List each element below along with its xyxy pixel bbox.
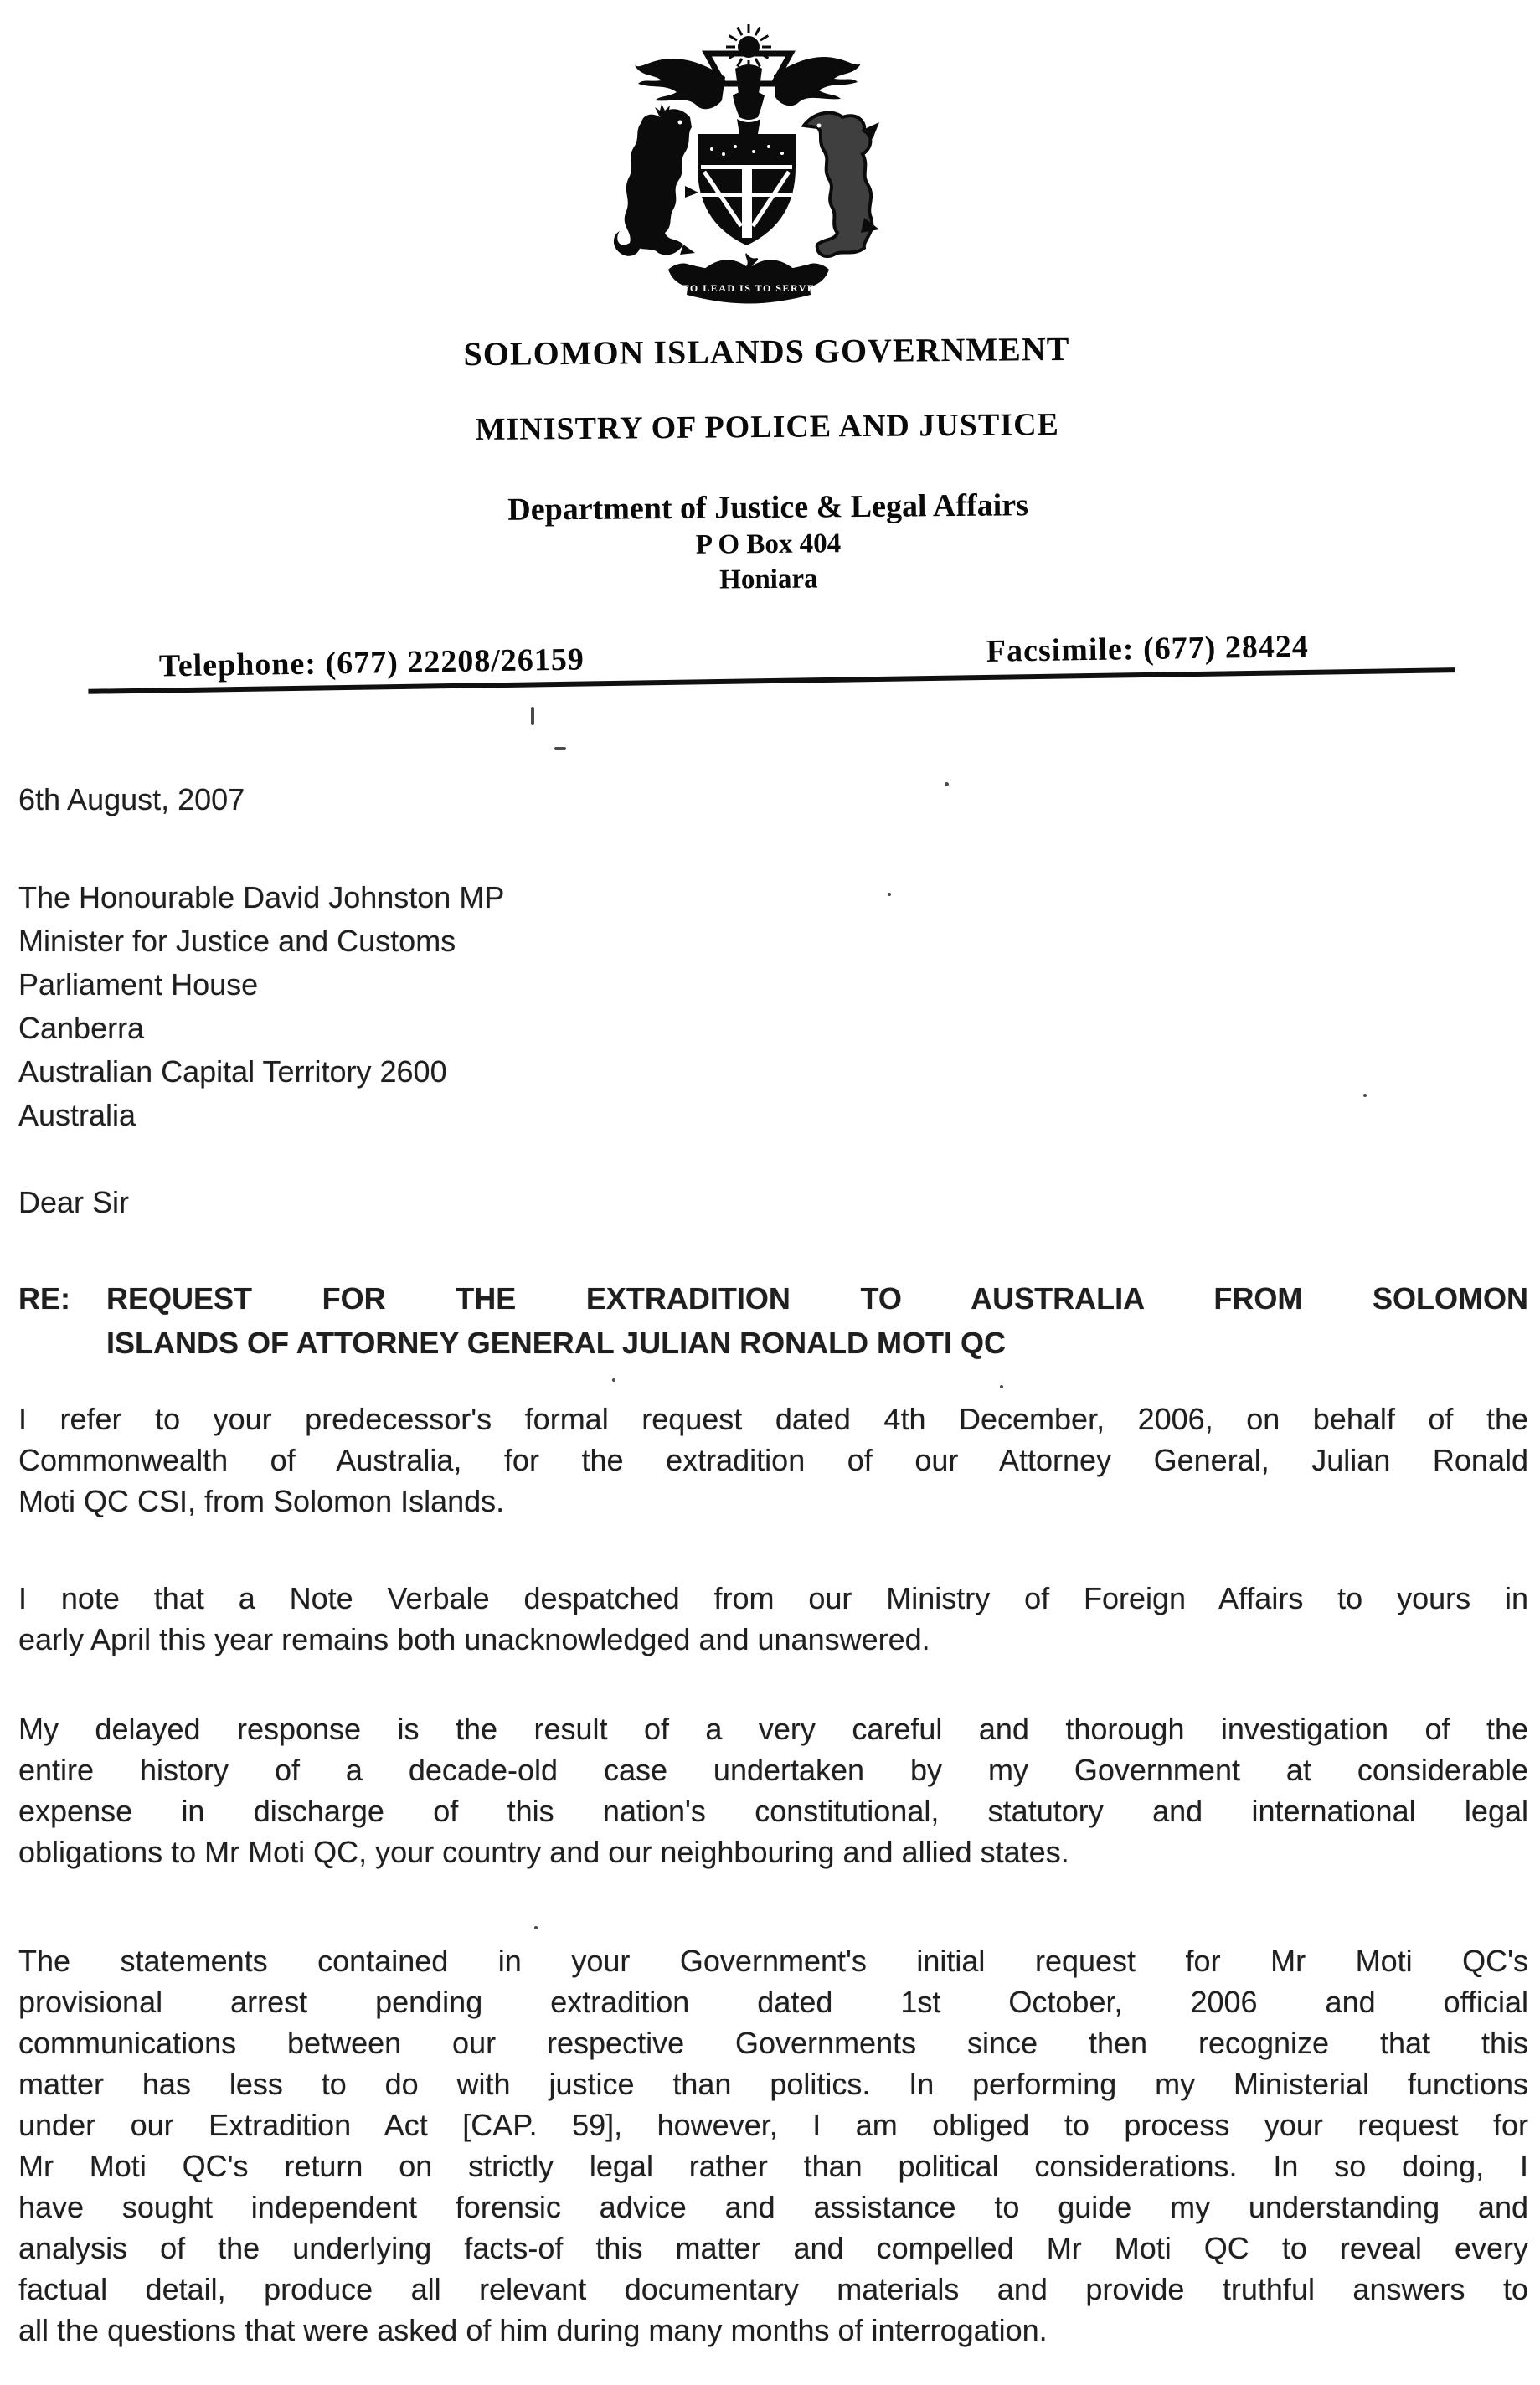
subject-lines	[106, 1276, 1528, 1365]
text-line: Moti QC CSI, from Solomon Islands.	[18, 1484, 505, 1518]
scan-artifact	[612, 1378, 615, 1382]
scan-artifact	[888, 893, 891, 896]
text-line: Mr Moti QC's return on strictly legal rather than political considerations. In so doing, I	[18, 2149, 1528, 2183]
subject-label: RE:	[18, 1281, 70, 1316]
text-line: My delayed response is the result of a very careful and thorough investigation of the	[18, 1712, 1528, 1746]
text-line: I refer to your predecessor's formal request dated 4th December, 2006, on behalf of the	[18, 1402, 1528, 1436]
text-line: provisional arrest pending extradition dated 1st October, 2006 and official	[18, 1985, 1528, 2019]
scan-artifact	[554, 747, 566, 750]
scan-artifact	[1000, 1385, 1003, 1388]
crest-motto: TO LEAD IS TO SERVE	[682, 282, 816, 294]
letter-date: 6th August, 2007	[18, 782, 245, 816]
text-line: Commonwealth of Australia, for the extradition of our Attorney General, Julian Ronald	[18, 1443, 1528, 1477]
text-line: communications between our respective Governments since then recognize that this	[18, 2026, 1528, 2060]
text-line: under our Extradition Act [CAP. 59], however, I am obliged to process your request for	[18, 2108, 1528, 2142]
text-line: expense in discharge of this nation's constitutional, statutory and international legal	[18, 1794, 1528, 1828]
po-box-line: P O Box 404	[695, 528, 842, 560]
letterhead	[2, 0, 1531, 618]
text-line: The statements contained in your Government's initial request for Mr Moti QC's	[18, 1944, 1528, 1978]
text-line: analysis of the underlying facts-of this matter and compelled Mr Moti QC to reveal every	[18, 2231, 1528, 2265]
text-line: factual detail, produce all relevant documentary materials and provide truthful answers to	[18, 2272, 1528, 2306]
text-line: have sought independent forensic advice and assistance to guide my understanding and	[18, 2190, 1528, 2224]
text-line: entire history of a decade-old case undertaken by my Government at considerable	[18, 1753, 1528, 1787]
text-line: Australia	[18, 1098, 136, 1132]
city-line: Honiara	[719, 564, 818, 595]
text-line: I note that a Note Verbale despatched from our Ministry of Foreign Affairs to yours in	[18, 1581, 1528, 1615]
text-line: ISLANDS OF ATTORNEY GENERAL JULIAN RONALD MOTI QC	[106, 1326, 1007, 1360]
paragraph-2	[18, 1578, 1528, 1660]
scan-artifact	[531, 707, 534, 725]
text-line: REQUEST FOR THE EXTRADITION TO AUSTRALIA FROM SOLOMON	[106, 1281, 1528, 1316]
paragraph-1	[18, 1399, 1528, 1522]
subject-heading	[18, 1276, 1528, 1365]
text-line: The Honourable David Johnston MP	[18, 880, 505, 914]
text-line: Minister for Justice and Customs	[18, 924, 456, 958]
department-title: Department of Justice & Legal Affairs	[507, 487, 1029, 528]
text-line: Parliament House	[18, 967, 259, 1002]
text-line: obligations to Mr Moti QC, your country and our neighbouring and allied states.	[18, 1835, 1069, 1869]
text-line: all the questions that were asked of him during many months of interrogation.	[18, 2313, 1048, 2347]
text-line: Canberra	[18, 1011, 145, 1045]
salutation: Dear Sir	[18, 1185, 130, 1219]
scan-artifact	[534, 1926, 538, 1929]
paragraph-3	[18, 1708, 1528, 1872]
text-line: matter has less to do with justice than politics. In performing my Ministerial functions	[18, 2067, 1528, 2101]
paragraph-4	[18, 1940, 1528, 2351]
scan-artifact	[945, 782, 949, 786]
scan-artifact	[1363, 1094, 1367, 1097]
facsimile-number: Facsimile: (677) 28424	[986, 628, 1310, 669]
text-line: early April this year remains both unacknowledged and unanswered.	[18, 1622, 930, 1656]
telephone-number: Telephone: (677) 22208/26159	[158, 641, 585, 684]
text-line: Australian Capital Territory 2600	[18, 1054, 447, 1089]
government-title: SOLOMON ISLANDS GOVERNMENT	[463, 329, 1070, 373]
recipient-address	[18, 876, 1528, 1137]
ministry-title: MINISTRY OF POLICE AND JUSTICE	[475, 406, 1060, 448]
contact-row	[0, 618, 1540, 709]
